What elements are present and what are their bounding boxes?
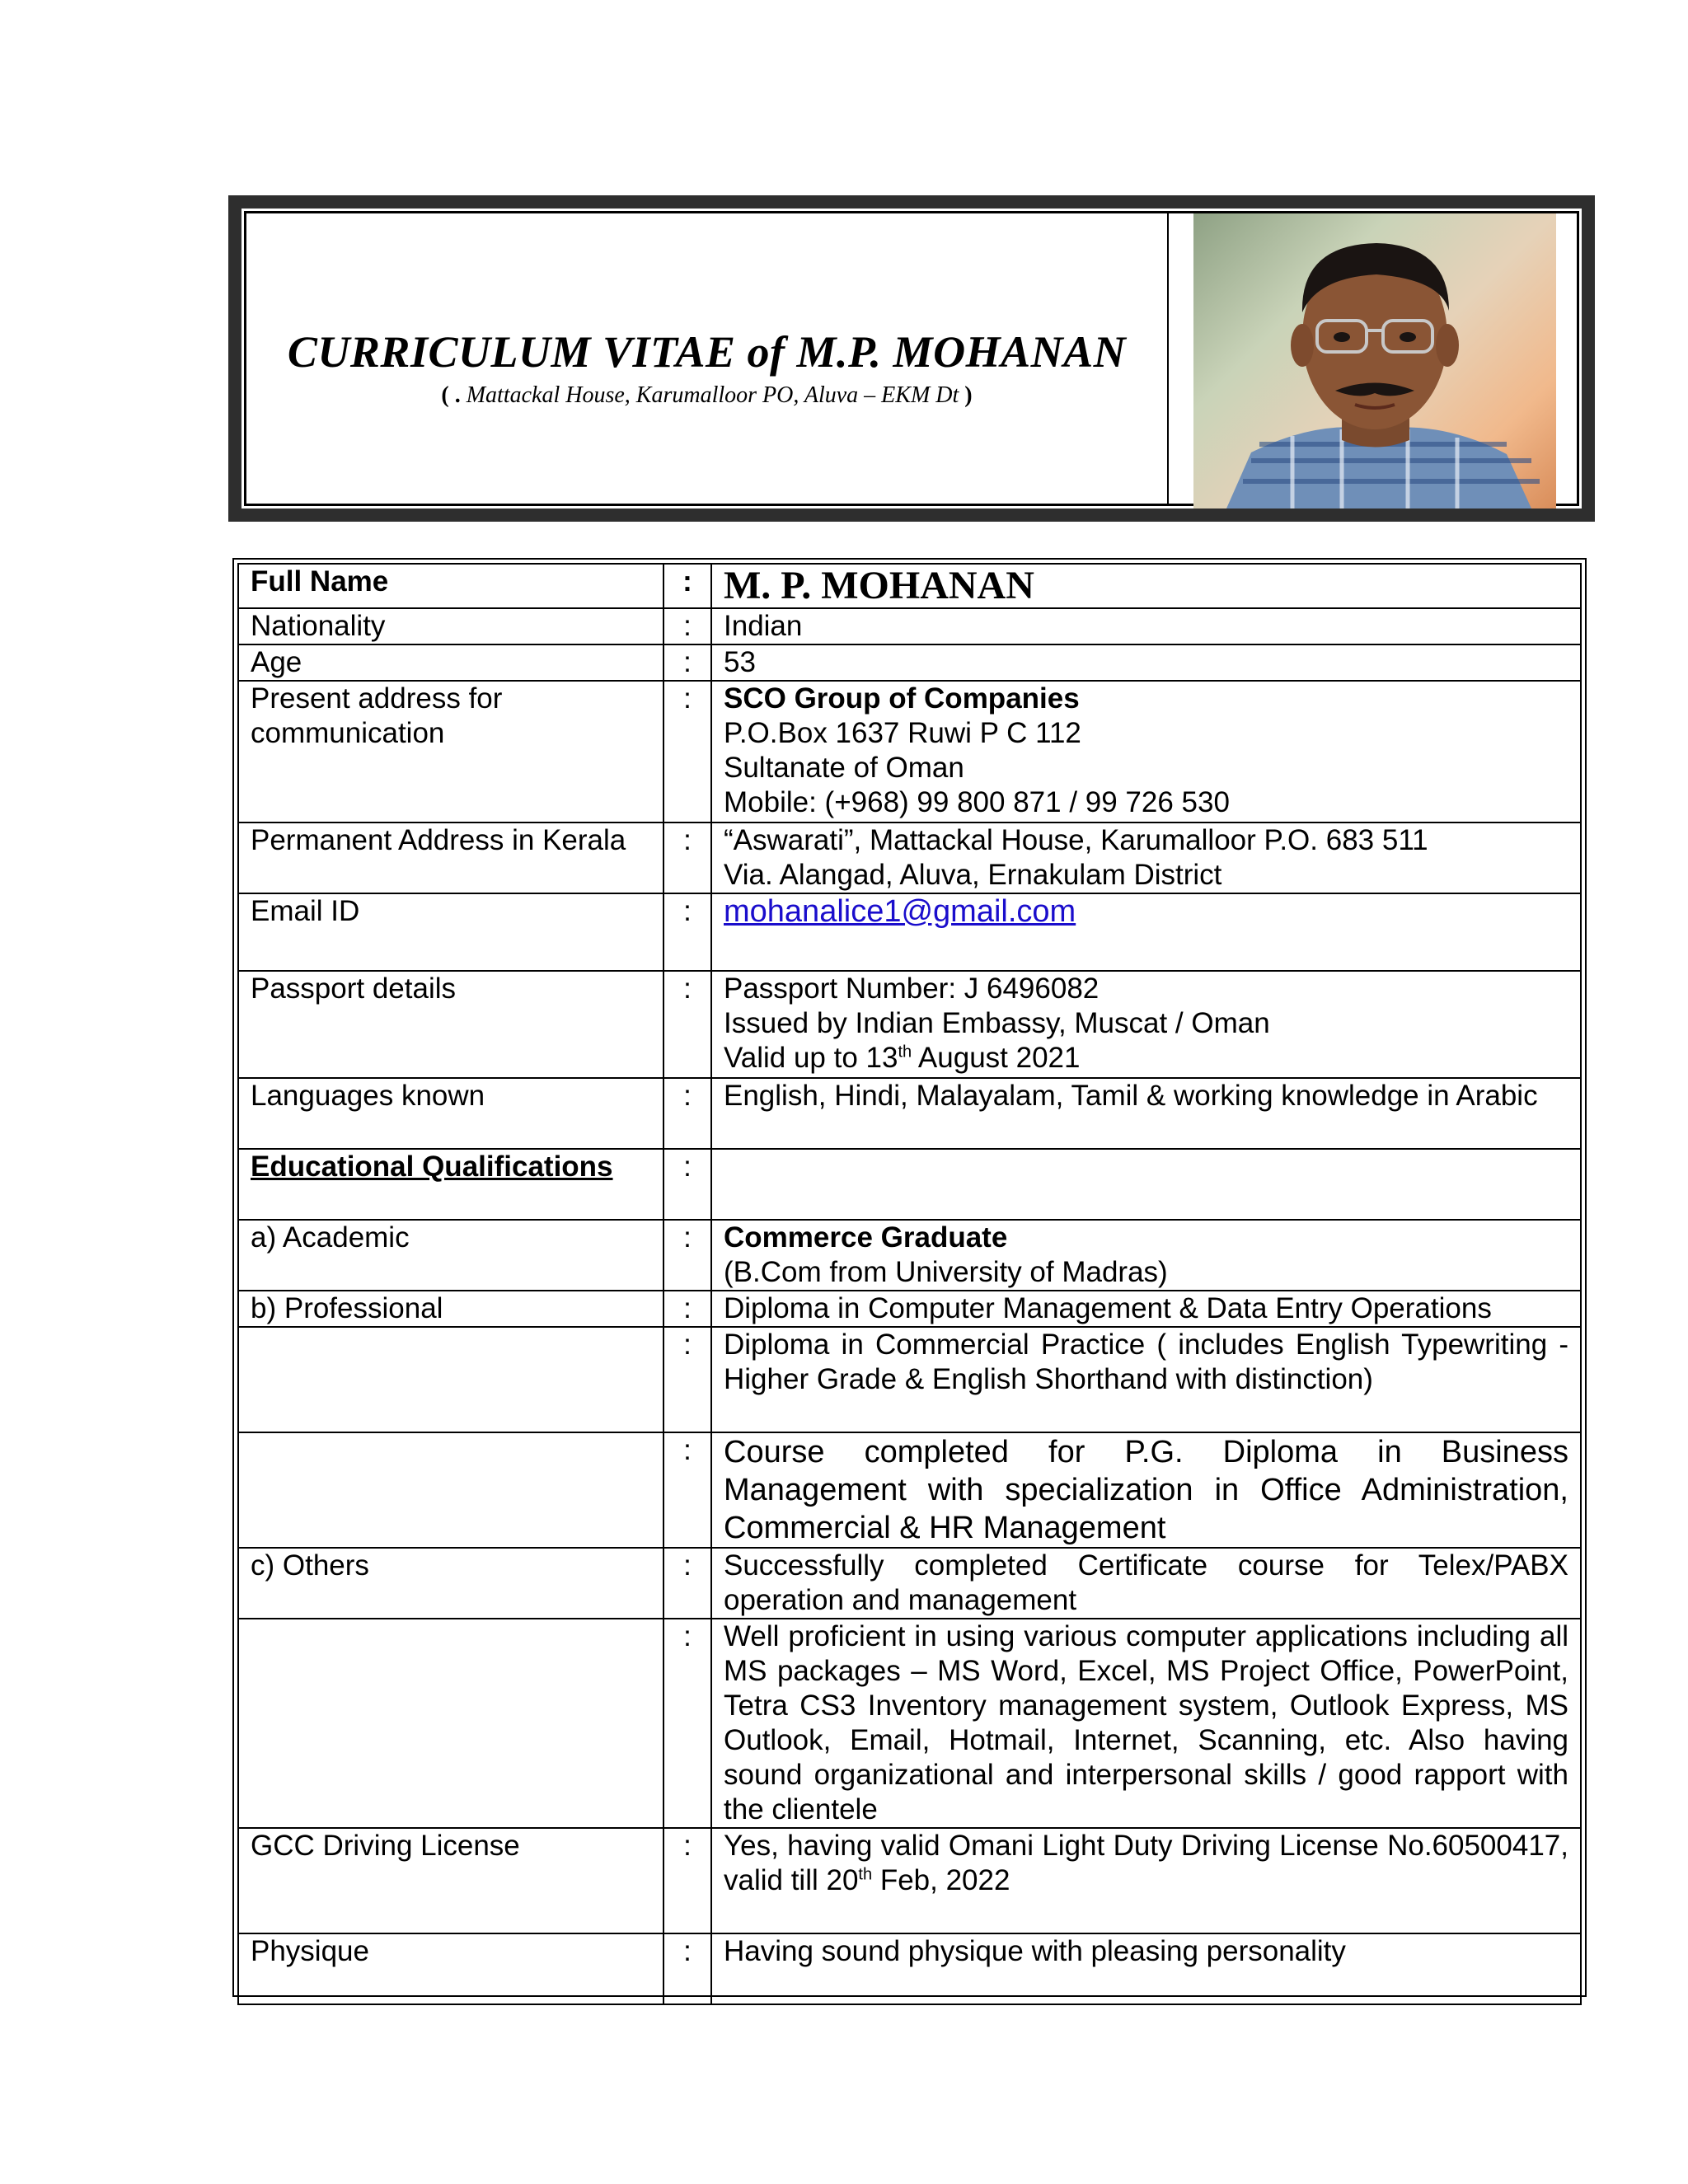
- colon: :: [663, 644, 711, 681]
- professional-value-3: Course completed for P.G. Diploma in Business Management with specialization in Office Administration, Commercial & HR Management: [711, 1432, 1581, 1548]
- present-address-label: Present address for communication: [238, 681, 663, 823]
- email-link[interactable]: mohanalice1@gmail.com: [724, 894, 1076, 929]
- company-name: SCO Group of Companies: [724, 682, 1080, 715]
- passport-validity-rest: August 2021: [912, 1042, 1081, 1074]
- colon: :: [663, 1149, 711, 1220]
- colon: :: [663, 1432, 711, 1548]
- country: Sultanate of Oman: [724, 752, 964, 784]
- details-table-frame: [232, 558, 1587, 1997]
- full-name-label: Full Name: [238, 564, 663, 608]
- colon: :: [663, 1327, 711, 1432]
- table-row: [238, 608, 1581, 644]
- colon: :: [663, 1619, 711, 1828]
- subtitle-close-paren: ): [964, 382, 973, 408]
- full-name-value: [711, 564, 1581, 608]
- permanent-address-line-2: Via. Alangad, Aluva, Ernakulam District: [724, 859, 1222, 891]
- table-row: [238, 1327, 1581, 1432]
- profile-photo: [1193, 213, 1556, 509]
- academic-detail: (B.Com from University of Madras): [724, 1256, 1168, 1288]
- colon: :: [663, 1548, 711, 1619]
- table-row: [238, 1220, 1581, 1291]
- languages-label: Languages known: [238, 1078, 663, 1149]
- table-row: [238, 1291, 1581, 1327]
- physique-value: Having sound physique with pleasing personality: [711, 1933, 1581, 2004]
- passport-validity-text: Valid up to 13: [724, 1042, 898, 1074]
- driving-license-value: [711, 1828, 1581, 1933]
- details-table: [237, 563, 1582, 2005]
- passport-issuer: Issued by Indian Embassy, Muscat / Oman: [724, 1007, 1270, 1039]
- colon: :: [663, 564, 711, 608]
- physique-label: Physique: [238, 1933, 663, 2004]
- professional-label-empty: [238, 1432, 663, 1548]
- passport-value: [711, 971, 1581, 1078]
- languages-value: English, Hindi, Malayalam, Tamil & working knowledge in Arabic: [711, 1078, 1581, 1149]
- passport-label: Passport details: [238, 971, 663, 1078]
- table-row: [238, 1619, 1581, 1828]
- nationality-label: Nationality: [238, 608, 663, 644]
- email-value: [711, 893, 1581, 971]
- present-address-value: [711, 681, 1581, 823]
- age-label: Age: [238, 644, 663, 681]
- cv-header-inner: [244, 211, 1579, 506]
- subtitle-open-paren: ( .: [441, 382, 461, 408]
- table-row: [238, 971, 1581, 1078]
- colon: :: [663, 1220, 711, 1291]
- po-box: P.O.Box 1637 Ruwi P C 112: [724, 717, 1081, 749]
- table-row: [238, 1828, 1581, 1933]
- permanent-address-line-1: “Aswarati”, Mattackal House, Karumalloor P.O. 683 511: [724, 824, 1428, 856]
- table-row: [238, 564, 1581, 608]
- passport-validity-sup: th: [898, 1043, 912, 1062]
- professional-label: b) Professional: [238, 1291, 663, 1327]
- table-row: [238, 1432, 1581, 1548]
- profile-photo-illustration: [1193, 213, 1556, 509]
- driving-license-label: GCC Driving License: [238, 1828, 663, 1933]
- professional-label-empty: [238, 1327, 663, 1432]
- photo-cell: [1169, 213, 1577, 504]
- professional-value: Diploma in Computer Management & Data Entry Operations: [711, 1291, 1581, 1327]
- academic-value: [711, 1220, 1581, 1291]
- passport-number: Passport Number: J 6496082: [724, 972, 1100, 1005]
- table-row: [238, 823, 1581, 893]
- colon: :: [663, 971, 711, 1078]
- education-heading: Educational Qualifications: [238, 1149, 663, 1220]
- academic-label: a) Academic: [238, 1220, 663, 1291]
- table-row: [238, 681, 1581, 823]
- subtitle-address: Mattackal House, Karumalloor PO, Aluva – EKM Dt: [466, 382, 959, 408]
- email-label: Email ID: [238, 893, 663, 971]
- colon: :: [663, 1078, 711, 1149]
- cv-header-box: [228, 195, 1595, 522]
- driving-license-sup: th: [858, 1865, 873, 1884]
- others-label: c) Others: [238, 1548, 663, 1619]
- education-heading-value: [711, 1149, 1581, 1220]
- colon: :: [663, 893, 711, 971]
- colon: :: [663, 823, 711, 893]
- table-row: [238, 1149, 1581, 1220]
- driving-license-rest: Feb, 2022: [872, 1864, 1010, 1896]
- others-label-empty: [238, 1619, 663, 1828]
- colon: :: [663, 1933, 711, 2004]
- nationality-value: Indian: [711, 608, 1581, 644]
- mobile-number: Mobile: (+968) 99 800 871 / 99 726 530: [724, 786, 1230, 818]
- table-row: [238, 1548, 1581, 1619]
- colon: :: [663, 1828, 711, 1933]
- driving-license-text: Yes, having valid Omani Light Duty Driving License No.60500417, valid till 20: [724, 1830, 1568, 1896]
- cv-subtitle: [246, 382, 1167, 409]
- professional-value-2: Diploma in Commercial Practice ( includes English Typewriting - Higher Grade & English Shorthand with distinction): [711, 1327, 1581, 1432]
- colon: :: [663, 1291, 711, 1327]
- colon: :: [663, 681, 711, 823]
- colon: :: [663, 608, 711, 644]
- full-name-text: M. P. MOHANAN: [724, 564, 1034, 607]
- table-row: [238, 893, 1581, 971]
- table-row: [238, 1078, 1581, 1149]
- age-value: 53: [711, 644, 1581, 681]
- others-value-2: Well proficient in using various computer applications including all MS packages – MS Word, Excel, MS Project Office, PowerPoint, Tetra CS3 Inventory management system, Outlook Express, MS Outlook, Email, Hotmail, Internet, Scanning, etc. Also having sound organizational and interpersonal skills / good rapport with the clientele: [711, 1619, 1581, 1828]
- table-row: [238, 1933, 1581, 2004]
- title-cell: [246, 213, 1169, 504]
- academic-degree: Commerce Graduate: [724, 1221, 1008, 1254]
- permanent-address-label: Permanent Address in Kerala: [238, 823, 663, 893]
- permanent-address-value: [711, 823, 1581, 893]
- others-value: Successfully completed Certificate course for Telex/PABX operation and management: [711, 1548, 1581, 1619]
- passport-validity: [724, 1041, 1568, 1076]
- cv-title: CURRICULUM VITAE of M.P. MOHANAN: [287, 327, 1127, 377]
- table-row: [238, 644, 1581, 681]
